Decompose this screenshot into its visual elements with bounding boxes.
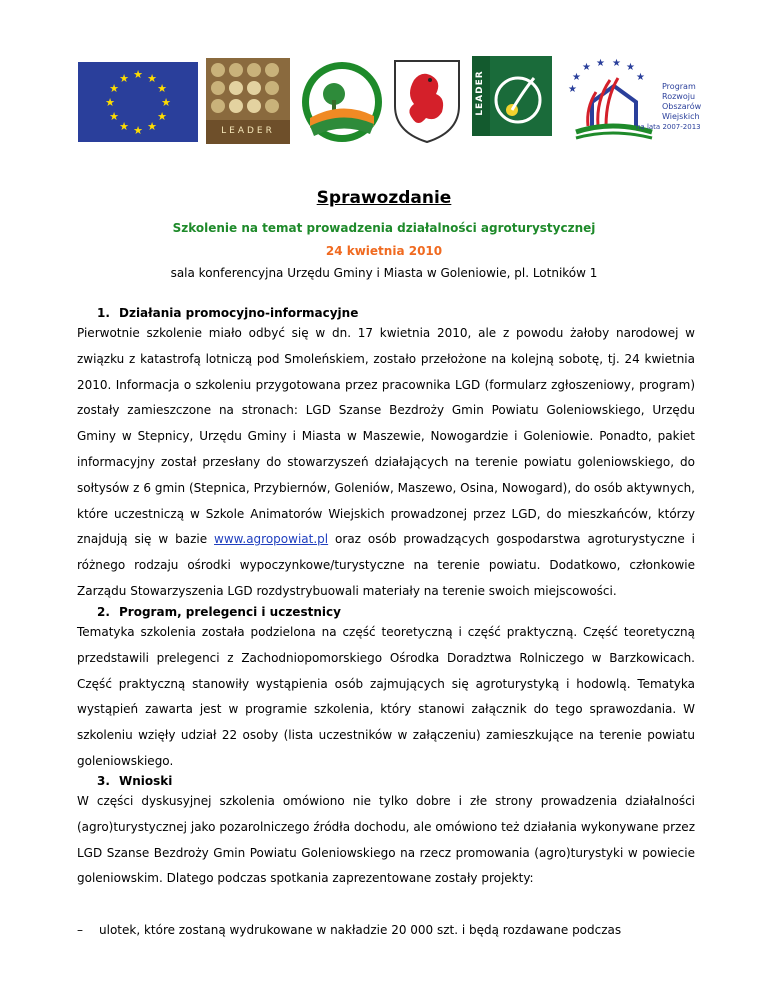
- svg-text:★: ★: [109, 110, 119, 123]
- agropowiat-link[interactable]: www.agropowiat.pl: [214, 532, 329, 547]
- svg-text:★: ★: [568, 84, 577, 95]
- section-paragraph-2: Tematyka szkolenia została podzielona na część teoretyczną i część praktyczną. Część teoretyczną przedstawili prelegenci z Zachodniopomorskiego Ośrodka Doradztwa Rolniczego w Barzkowicach. Część praktyczną stanowiły wystąpienia osób zajmujących się agroturystyką i hodowlą. Tematyka wystąpień zawarta jest w programie szkolenia, który stanowi załącznik do tego sprawozdania. W szkoleniu wzięły udział 22 osoby (lista uczestników w załączeniu) zamieszkujące na terenie powiatu goleniowskiego.: [77, 625, 695, 768]
- section-number: 3.: [97, 774, 110, 788]
- leader-program-label: LEADER: [221, 126, 275, 136]
- svg-text:★: ★: [109, 82, 119, 95]
- page-title: Sprawozdanie: [316, 188, 452, 208]
- section-number: 2.: [97, 605, 110, 619]
- leader-sign-logo: [472, 56, 552, 140]
- prow-logo: [562, 58, 722, 142]
- bullet-text: ulotek, które zostaną wydrukowane w nakładzie 20 000 szt. i będą rozdawane podczas: [99, 923, 622, 937]
- prow-line-4: Wiejskich: [662, 112, 700, 121]
- svg-text:★: ★: [596, 58, 605, 69]
- prow-line-2: Rozwoju: [662, 92, 696, 101]
- prow-line-3: Obszarów: [662, 102, 702, 111]
- training-venue: sala konferencyjna Urzędu Gminy i Miasta w Goleniowie, pl. Lotników 1: [170, 266, 598, 280]
- section-paragraph-3: W części dyskusyjnej szkolenia omówiono nie tylko dobre i złe strony prowadzenia działalności (agro)turystycznej jako pozarolniczego źródła dochodu, ale omówiono też działania wykonywane przez LGD Szanse Bezdroży Gmin Powiatu Goleniowskiego na rzecz promowania (agro)turystyki w powiecie goleniowskim. Dlatego podczas spotkania zaprezentowane zostały projekty:: [77, 794, 695, 886]
- svg-text:★: ★: [157, 82, 167, 95]
- svg-text:★: ★: [119, 120, 129, 133]
- svg-text:★: ★: [119, 72, 129, 85]
- leader-sign-label: LEADER: [475, 70, 485, 116]
- leader-program-logo: [206, 58, 290, 148]
- svg-text:★: ★: [636, 72, 645, 83]
- section-heading-1: [97, 306, 358, 320]
- lgd-logo-icon: [300, 60, 384, 148]
- section-title: Wnioski: [119, 774, 173, 788]
- svg-text:★: ★: [582, 62, 591, 73]
- svg-text:★: ★: [133, 68, 143, 81]
- paragraph-text: Pierwotnie szkolenie miało odbyć się w dn. 17 kwietnia 2010, ale z powodu żałoby narodowej w związku z katastrofą lotniczą pod Smoleńskiem, zostało przełożone na kolejną sobotę, tj. 24 kwietnia 2010. Informacja o szkoleniu przygotowana przez pracownika LGD (formularz zgłoszeniowy, program) zostały zamieszczone na stronach: LGD Szanse Bezdroży Gmin Powiatu Goleniowskiego, Urzędu Gminy w Stepnicy, Urzędu Gminy i Miasta w Maszewie, Nowogardzie i Goleniowie. Ponadto, pakiet informacyjny został przesłany do stowarzyszeń działających na terenie powiatu goleniowskiego, do sołtysów z 6 gmin (Stepnica, Przybiernów, Goleniów, Maszewo, Osina, Nowogard), do osób aktywnych, które uczestniczą w Szkole Animatorów Wiejskich prowadzonej przez LGD, do mieszkańców, którzy znajdują się w bazie: [77, 326, 695, 547]
- section-heading-3: [97, 774, 172, 788]
- section-title: Program, prelegenci i uczestnicy: [119, 605, 341, 619]
- section-heading-2: [97, 605, 341, 619]
- svg-text:★: ★: [147, 120, 157, 133]
- section-title: Działania promocyjno-informacyjne: [119, 306, 359, 320]
- svg-text:★: ★: [133, 124, 143, 137]
- eu-flag-icon: [78, 62, 198, 146]
- prow-line-5: na lata 2007-2013: [636, 123, 701, 131]
- svg-text:★: ★: [147, 72, 157, 85]
- training-date: 24 kwietnia 2010: [325, 244, 443, 258]
- svg-text:★: ★: [572, 72, 581, 83]
- griffin-coat-of-arms-icon: [392, 58, 462, 148]
- svg-text:★: ★: [105, 96, 115, 109]
- section-number: 1.: [97, 306, 110, 320]
- paragraph-text: oraz osób prowadzących gospodarstwa agroturystyczne i różnego rodzaju ośrodki wypoczynkowe/turystyczne na terenie powiatu. Dodatkowo, członkowie Zarządu Stowarzyszenia LGD rozdystrybuowali materiały na terenie swoich miejscowości.: [77, 532, 695, 598]
- list-item: [77, 918, 695, 944]
- section-paragraph-1: [77, 321, 695, 605]
- prow-line-1: Program: [662, 82, 696, 91]
- svg-text:★: ★: [612, 58, 621, 69]
- svg-text:★: ★: [161, 96, 171, 109]
- svg-text:★: ★: [157, 110, 167, 123]
- training-subtitle: Szkolenie na temat prowadzenia działalności agroturystycznej: [172, 221, 596, 235]
- bullet-dash: –: [77, 923, 83, 937]
- logo-strip: [78, 56, 718, 156]
- svg-text:★: ★: [626, 62, 635, 73]
